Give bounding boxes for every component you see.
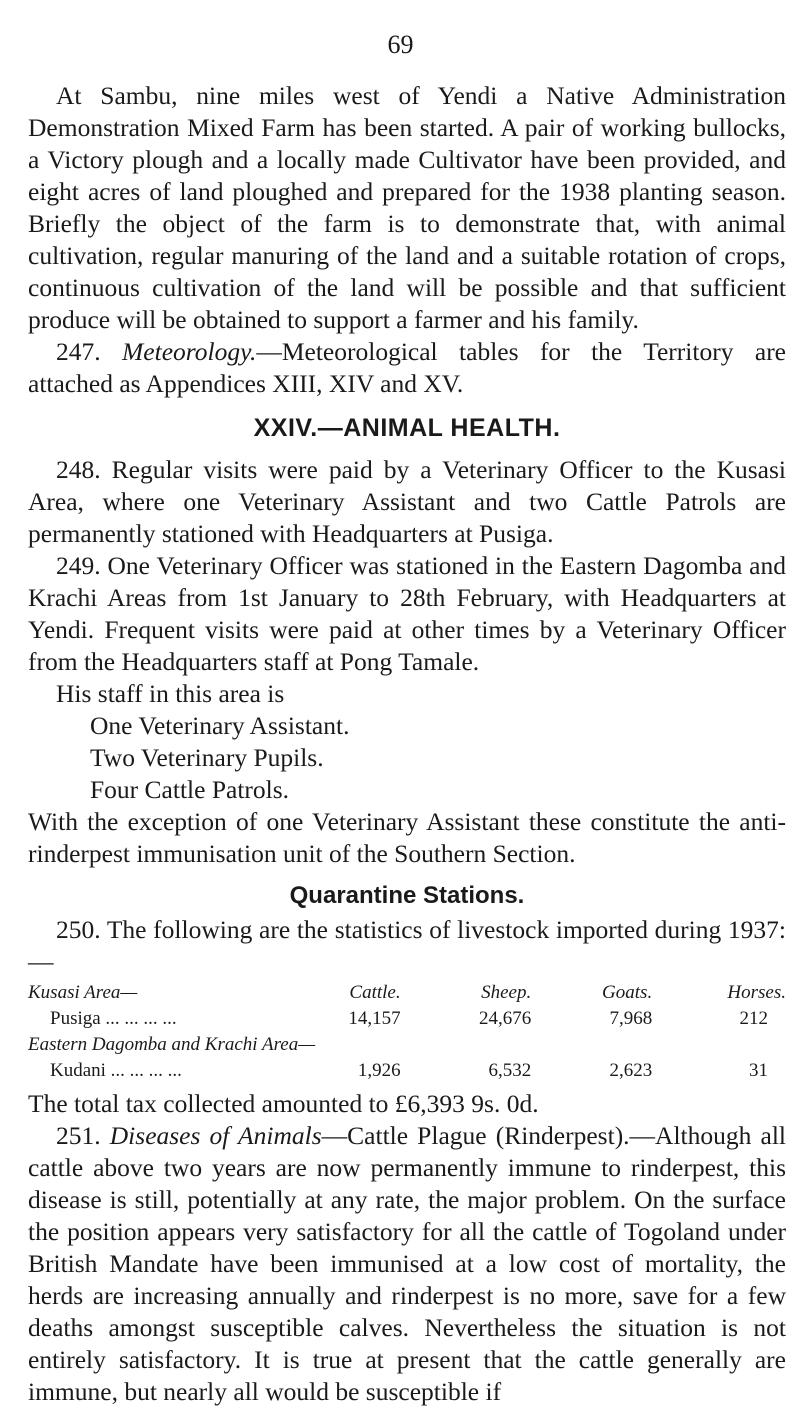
paragraph-247-number: 247. (56, 337, 101, 366)
column-header-horses: Horses. (727, 982, 786, 1003)
column-header-goats: Goats. (602, 982, 653, 1003)
paragraph-250: 250. The following are the statistics of livestock imported during 1937:— (28, 915, 786, 976)
station-name: Pusiga ... ... ... ... (50, 1008, 177, 1029)
area-label: Eastern Dagomba and Krachi Area— (28, 1034, 316, 1055)
cell-cattle: 1,926 (357, 1060, 401, 1081)
column-header-sheep: Sheep. (481, 982, 532, 1003)
paragraph-247-title: Meteorology. (122, 337, 257, 366)
station-name: Kudani ... ... ... ... (50, 1060, 182, 1081)
paragraph-247-text: —Meteorological tables for the Territory are attached as Appendices XIII, XIV and XV. (28, 337, 786, 398)
page-number: 69 (387, 30, 414, 59)
cell-sheep: 24,676 (478, 1008, 532, 1029)
cell-goats: 7,968 (609, 1008, 653, 1029)
paragraph-251 (28, 1120, 786, 1408)
column-header-cattle: Cattle. (349, 982, 401, 1003)
paragraph-251-text: —Cattle Plague (Rinderpest).—Although all cattle above two years are now permanently immune to rinderpest, this disease is still, potentially at any rate, the major problem. On the surface the position appears very satisfactory for all the cattle of Togoland under British Mandate have been immunised at a low cost of mortality, the herds are increasing annually and rinderpest is no more, save for a few deaths amongst susceptible calves. Nevertheless the situation is not entirely satisfactory. It is true at present that the cattle generally are immune, but nearly all would be susceptible if (28, 1121, 787, 1406)
table-row (28, 1058, 786, 1084)
tax-line: The total tax collected amounted to £6,393 9s. 0d. (28, 1089, 539, 1118)
staff-intro: His staff in this area is (56, 679, 285, 708)
staff-list-item: Two Veterinary Pupils. (90, 743, 324, 772)
cell-horses: 31 (749, 1060, 768, 1081)
section-heading-animal-health: XXIV.—ANIMAL HEALTH. (253, 414, 561, 442)
paragraph-247 (28, 336, 786, 400)
staff-list-item: Four Cattle Patrols. (90, 775, 290, 804)
document-body (28, 80, 786, 1408)
cell-goats: 2,623 (609, 1060, 653, 1081)
paragraph-251-number: 251. (56, 1121, 101, 1150)
paragraph-sambu-farm: At Sambu, nine miles west of Yendi a Native Administration Demonstration Mixed Farm has been started. A pair of working bullocks, a Victory plough and a locally made Cultivator have been provided, and eight acres of land ploughed and prepared for the 1938 planting season. Briefly the object of the farm is to demonstrate that, with animal cultivation, regular manuring of the land and a suitable rotation of crops, continuous cultivation of the land will be possible and that sufficient produce will be obtained to support a farmer and his family. (28, 81, 786, 334)
table-row (28, 1032, 786, 1058)
cell-cattle: 14,157 (348, 1008, 401, 1029)
cell-sheep: 6,532 (488, 1060, 532, 1081)
paragraph-251-title: Diseases of Animals (109, 1121, 322, 1150)
livestock-table (28, 980, 786, 1084)
paragraph-248: 248. Regular visits were paid by a Veterinary Officer to the Kusasi Area, where one Veterinary Assistant and two Cattle Patrols are permanently stationed with Headquarters at Pusiga. (28, 455, 786, 548)
paragraph-249-conclusion: With the exception of one Veterinary Assistant these constitute the anti-rinderpest immunisation unit of the Southern Section. (28, 807, 786, 868)
staff-list-item: One Veterinary Assistant. (90, 711, 350, 740)
area-label: Kusasi Area— (28, 982, 138, 1003)
cell-horses: 212 (739, 1008, 768, 1029)
table-header-row (28, 980, 786, 1006)
table-row (28, 1006, 786, 1032)
quarantine-heading: Quarantine Stations. (289, 882, 525, 909)
paragraph-249: 249. One Veterinary Officer was stationed in the Eastern Dagomba and Krachi Areas from 1st January to 28th February, with Headquarters at Yendi. Frequent visits were paid at other times by a Veterinary Officer from the Headquarters staff at Pong Tamale. (28, 551, 786, 676)
